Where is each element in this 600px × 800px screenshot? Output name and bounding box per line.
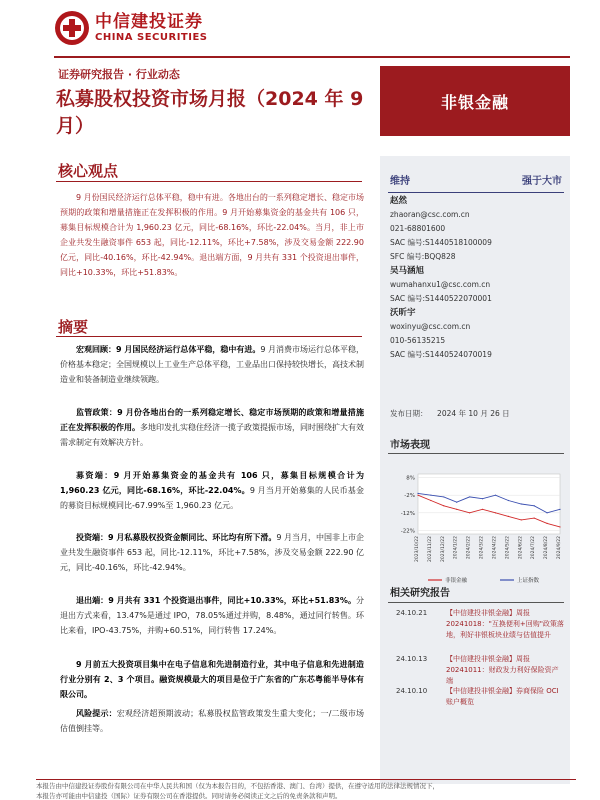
analyst-phone: 021-68801600 bbox=[390, 224, 446, 233]
series-point bbox=[482, 509, 483, 510]
abstract-heading: 摘要 bbox=[58, 318, 89, 336]
series-point bbox=[430, 495, 431, 496]
related-report-item[interactable] bbox=[390, 608, 566, 641]
series-point bbox=[546, 523, 547, 524]
related-divider bbox=[388, 602, 564, 603]
series-point bbox=[417, 493, 418, 494]
disclaimer-line: 本报告亦可能由中信建投（国际）证券有限公司在香港提供。同时请务必阅读正文之后的免责条款和声明。 bbox=[36, 792, 342, 800]
legend-label: 非银金融 bbox=[445, 578, 468, 584]
legend-label: 上证指数 bbox=[517, 578, 540, 584]
abstract-bold-lead: 退出端：9 月共有 331 个投资退出事件，同比+10.33%，环比+51.83%。 bbox=[76, 596, 356, 605]
abstract-body: 宏观经济超预期波动；私募股权监管政策发生重大变化；一/二级市场估值倒挂等。 bbox=[60, 709, 364, 733]
related-title-link[interactable]: 【中信建投非银金融】周报 20241018："互换便利+回购"政策落地，利好非银板块业绩与估值提升 bbox=[446, 609, 564, 639]
abstract-paragraph bbox=[60, 342, 364, 387]
related-date: 24.10.10 bbox=[396, 687, 428, 695]
series-point bbox=[430, 500, 431, 501]
publish-date bbox=[390, 408, 510, 419]
x-tick-label: 2024/7/22 bbox=[531, 536, 537, 560]
x-tick-label: 2024/2/22 bbox=[466, 536, 472, 560]
brand-logo bbox=[54, 10, 208, 46]
related-report-item[interactable] bbox=[390, 686, 566, 708]
abstract-paragraph bbox=[60, 657, 364, 702]
series-point bbox=[546, 512, 547, 513]
market-chart bbox=[388, 468, 566, 588]
abstract-paragraph bbox=[60, 405, 364, 450]
series-point bbox=[482, 498, 483, 499]
brand-name-cn: 中信建投证券 bbox=[95, 12, 203, 32]
sector-badge: 非银金融 bbox=[380, 66, 570, 136]
y-tick-label: 8% bbox=[406, 475, 415, 482]
disclaimer-line: 本报告由中信建投证券股份有限公司在中华人民共和国（仅为本报告目的，不包括香港、澳门、台湾）提供，在遵守适用的法律法规情况下， bbox=[36, 782, 439, 790]
x-tick-label: 2024/3/22 bbox=[479, 536, 485, 560]
abstract-body: 9 月当月，中国非上市企业共发生融资事件 653 起，同比-12.11%，环比+7.58%，涉及交易金额 222.90 亿元，同比-40.16%，环比-42.94%。 bbox=[60, 533, 364, 572]
core-divider bbox=[56, 181, 362, 182]
series-point bbox=[495, 512, 496, 513]
x-tick-label: 2024/1/22 bbox=[453, 536, 459, 560]
series-point bbox=[417, 495, 418, 496]
analyst-email[interactable]: zhaoran@csc.com.cn bbox=[390, 210, 470, 219]
brand-emblem-icon bbox=[54, 10, 90, 46]
y-tick-label: -2% bbox=[404, 493, 415, 500]
analyst-name: 赵然 bbox=[390, 196, 408, 206]
series-point bbox=[469, 496, 470, 497]
series-point bbox=[508, 500, 509, 501]
sidebar bbox=[380, 156, 570, 784]
series-point bbox=[521, 503, 522, 504]
x-tick-label: 2023/10/22 bbox=[415, 536, 420, 562]
y-tick-label: -22% bbox=[400, 528, 415, 535]
abstract-divider bbox=[56, 336, 362, 337]
market-divider bbox=[388, 453, 564, 454]
abstract-paragraph bbox=[60, 530, 364, 575]
abstract-paragraph bbox=[60, 468, 364, 513]
disclaimer-footer bbox=[36, 779, 576, 800]
rating-label: 维持 bbox=[390, 176, 410, 187]
rating-row bbox=[390, 172, 562, 187]
analyst-sac: SAC 编号:S1440518100009 bbox=[390, 238, 492, 247]
analyst-block bbox=[390, 264, 566, 306]
core-text: 9 月份国民经济运行总体平稳，稳中有进。各地出台的一系列稳定增长、稳定市场预期的政策和增量措施正在发挥积极的作用。9 月开始募集资金的基金共有 106 只，募集目标规模合计为 1,960.23 亿元，同比-68.16%，环比-22.04%。当月，非上市企业共发生融资事件 653 起，同比-12.11%，环比+7.58%，涉及交易金额 222.90 亿元，同比-40.16%，环比-42.94%。退出端方面，9 月共有 331 个投资退出事件，同比+10.33%，环比+51.83%。 bbox=[60, 193, 364, 277]
related-report-item[interactable] bbox=[390, 654, 566, 687]
x-tick-label: 2023/12/22 bbox=[440, 536, 446, 562]
abstract-paragraph bbox=[60, 706, 364, 736]
series-point bbox=[559, 509, 560, 510]
page-title: 私募股权投资市场月报（2024 年 9 月） bbox=[56, 88, 364, 137]
analyst-phone: 010-56135215 bbox=[390, 336, 446, 345]
series-point bbox=[443, 496, 444, 497]
analyst-sfc: SFC 编号:BQQ828 bbox=[390, 252, 456, 261]
x-tick-label: 2024/5/22 bbox=[505, 536, 511, 560]
related-title-link[interactable]: 【中信建投非银金融】券商保险 OCI 账户概览 bbox=[446, 687, 559, 706]
abstract-bold-lead: 投资端：9 月私募股权投资金额同比、环比均有所下滑。 bbox=[76, 533, 277, 542]
related-title-link[interactable]: 【中信建投非银金融】周报 20241011：财政发力利好保险资产端 bbox=[446, 655, 559, 685]
related-heading: 相关研究报告 bbox=[390, 588, 450, 599]
related-date: 24.10.13 bbox=[396, 655, 428, 663]
header-divider bbox=[54, 56, 570, 58]
analyst-sac: SAC 编号:S1440522070001 bbox=[390, 294, 492, 303]
analyst-name: 吴马涵旭 bbox=[390, 266, 425, 276]
publish-date-value: 2024 年 10 月 26 日 bbox=[437, 409, 510, 418]
x-tick-label: 2024/9/22 bbox=[557, 536, 562, 560]
abstract-bold-lead: 宏观回顾：9 月国民经济运行总体平稳，稳中有进。 bbox=[76, 345, 261, 354]
x-tick-label: 2023/11/22 bbox=[427, 536, 433, 562]
abstract-body: 9 月消费市场运行总体平稳，价格基本稳定；全国规模以上工业生产总体平稳，工业品出口保持较快增长，高技术制造业和装备制造业继续领跑。 bbox=[60, 345, 364, 384]
abstract-body: 9 月当月开始募集的人民币基金的募资目标规模同比-67.99%至 1,960.23 亿元。 bbox=[60, 486, 364, 510]
series-point bbox=[443, 505, 444, 506]
analyst-name: 沃昕宇 bbox=[390, 308, 416, 318]
publish-date-label: 发布日期： bbox=[390, 409, 428, 418]
series-point bbox=[534, 505, 535, 506]
abstract-bold-lead: 9 月前五大投资项目集中在电子信息和先进制造行业，其中电子信息和先进制造行业分别有 2、3 个项目。融资规模最大的项目是位于广东省的广东芯粤能半导体有限公司。 bbox=[60, 660, 364, 699]
abstract-bold-lead: 风险提示： bbox=[76, 709, 117, 718]
rating-divider bbox=[388, 192, 564, 193]
series-point bbox=[508, 516, 509, 517]
series-point bbox=[495, 495, 496, 496]
series-point bbox=[534, 518, 535, 519]
abstract-paragraph bbox=[60, 593, 364, 638]
series-point bbox=[521, 519, 522, 520]
analyst-block bbox=[390, 306, 566, 362]
abstract-bold-lead: 监管政策：9 月份各地出台的一系列稳定增长、稳定市场预期的政策和增量措施正在发挥积极的作用。 bbox=[60, 408, 364, 432]
brand-name-en: CHINA SECURITIES bbox=[95, 32, 208, 43]
analyst-sac: SAC 编号:S1440524070019 bbox=[390, 350, 492, 359]
y-tick-label: -12% bbox=[400, 510, 415, 517]
abstract-bold-lead: 募资端：9 月开始募集资金的基金共有 106 只，募集目标规模合计为 1,960.23 亿元，同比-68.16%，环比-22.04%。 bbox=[60, 471, 364, 495]
x-tick-label: 2024/8/22 bbox=[544, 536, 550, 560]
analyst-block bbox=[390, 194, 566, 264]
analyst-email[interactable]: woxinyu@csc.com.cn bbox=[390, 322, 471, 331]
series-point bbox=[456, 502, 457, 503]
core-heading: 核心观点 bbox=[58, 162, 119, 180]
series-point bbox=[469, 512, 470, 513]
market-heading: 市场表现 bbox=[390, 440, 430, 451]
series-point bbox=[559, 526, 560, 527]
market-chart-svg bbox=[388, 468, 566, 588]
related-date: 24.10.21 bbox=[396, 609, 428, 617]
report-type: 证券研究报告 · 行业动态 bbox=[58, 68, 180, 81]
rating-value: 强于大市 bbox=[522, 176, 562, 187]
abstract-body: 分退出方式来看，13.47%是通过 IPO，78.05%通过并购，8.48%，通过同行转售。环比来看，IPO-43.75%，并购+60.51%，同行转售 17.24%。 bbox=[60, 596, 364, 635]
series-point bbox=[456, 509, 457, 510]
x-tick-label: 2024/6/22 bbox=[518, 536, 524, 560]
abstract-body: 多地印发扎实稳住经济一揽子政策提振市场，同时围绕扩大有效需求制定有效解决方针。 bbox=[60, 423, 364, 447]
analyst-email[interactable]: wumahanxu1@csc.com.cn bbox=[390, 280, 491, 289]
x-tick-label: 2024/4/22 bbox=[492, 536, 498, 560]
